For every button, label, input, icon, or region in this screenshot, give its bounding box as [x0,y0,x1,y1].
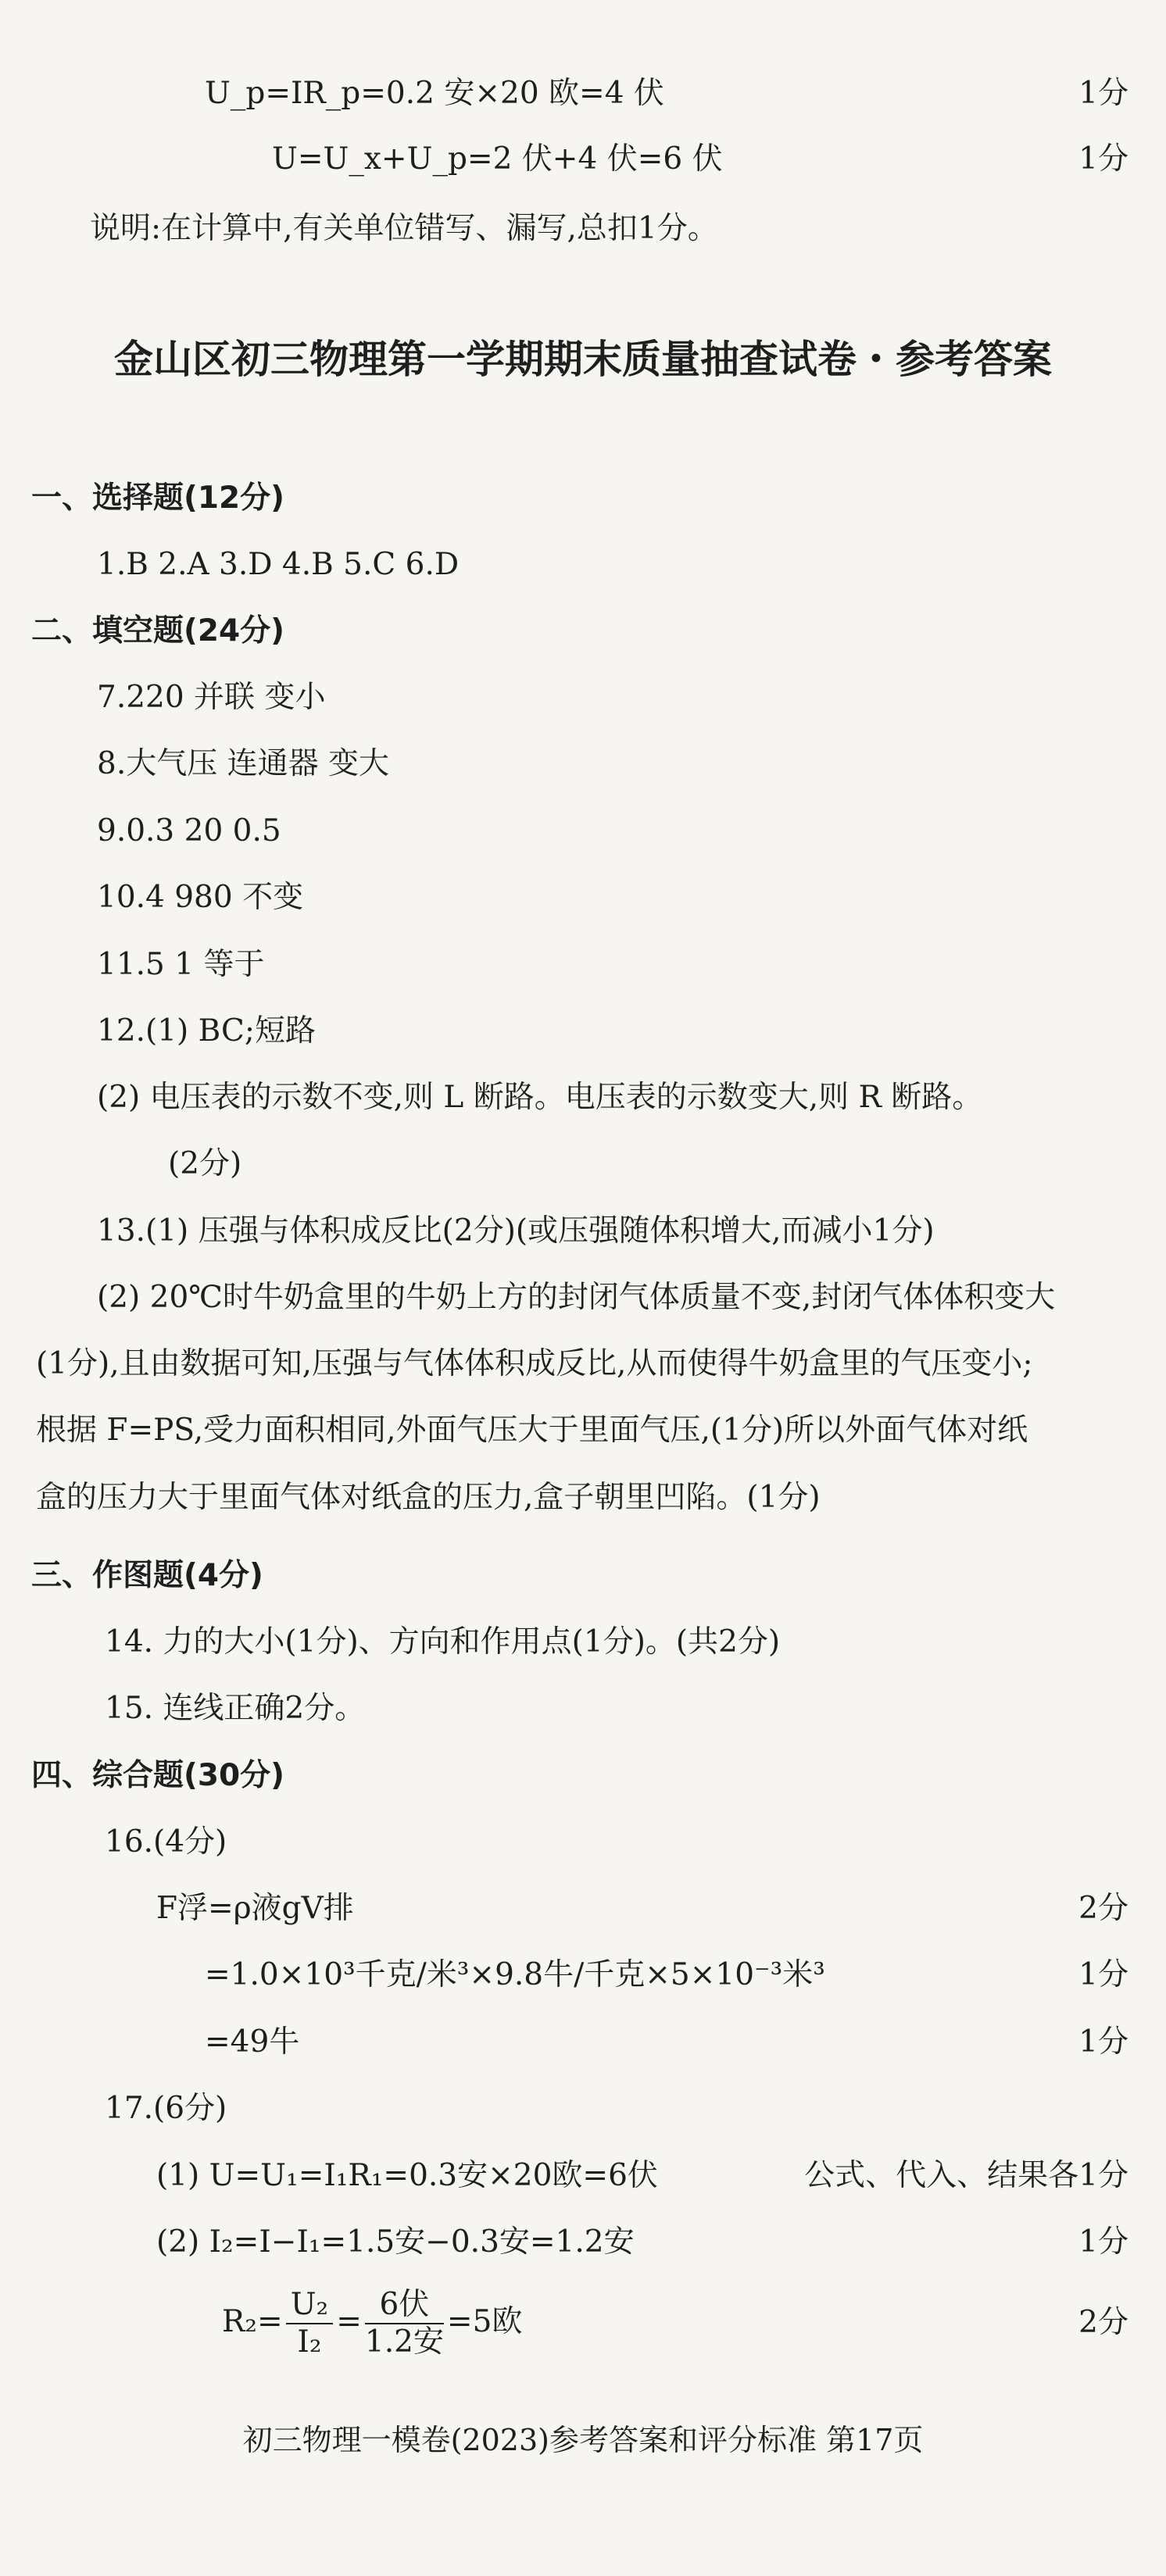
fraction-denominator: I₂ [297,2324,322,2360]
q13-2-line4: 盒的压力大于里面气体对纸盒的压力,盒子朝里凹陷。(1分) [36,1480,821,1515]
formula-u-total: U=U_x+U_p=2 伏+4 伏=6 伏 [272,141,723,177]
q17-part2-score: 1分 [1078,2224,1128,2260]
page-title: 金山区初三物理第一学期期末质量抽查试卷・参考答案 [114,337,1052,382]
r2-result: =5欧 [446,2304,523,2339]
q8: 8.大气压 连通器 变大 [97,746,390,781]
q11: 11.5 1 等于 [97,947,265,982]
q12-2: (2) 电压表的示数不变,则 L 断路。电压表的示数变大,则 R 断路。 [97,1080,983,1115]
q17-part1: (1) U=U₁=I₁R₁=0.3安×20欧=6伏 [156,2158,658,2193]
q13-1: 13.(1) 压强与体积成反比(2分)(或压强随体积增大,而减小1分) [97,1213,935,1249]
section4-heading: 四、综合题(30分) [31,1758,284,1793]
score-u-total: 1分 [1078,141,1128,177]
q15: 15. 连线正确2分。 [105,1691,366,1726]
section1-heading: 一、选择题(12分) [31,481,284,516]
q16-formula-score: 2分 [1078,1891,1128,1926]
page-footer: 初三物理一模卷(2023)参考答案和评分标准 第17页 [242,2423,924,2457]
q16-substitution-score: 1分 [1078,1957,1128,1992]
fraction-numerator: U₂ [286,2287,334,2324]
note-units: 说明:在计算中,有关单位错写、漏写,总扣1分。 [90,211,718,246]
q13-2-line3: 根据 F=PS,受力面积相同,外面气压大于里面气压,(1分)所以外面气体对纸 [36,1413,1028,1448]
section2-heading: 二、填空题(24分) [31,613,284,648]
q7: 7.220 并联 变小 [97,680,326,715]
q12-1: 12.(1) BC;短路 [97,1013,317,1049]
q13-2-line1: (2) 20℃时牛奶盒里的牛奶上方的封闭气体质量不变,封闭气体体积变大 [97,1280,1056,1315]
fraction-numerator: 6伏 [365,2287,444,2324]
q16-result-score: 1分 [1078,2024,1128,2060]
q17-r2-formula: R₂= $\frac{\text{U₂}}{\text{I₂}}$ = $\frac{\text{6伏}}{\text{1.2安}}$ =5欧 [222,2287,523,2360]
section3-heading: 三、作图题(4分) [31,1558,263,1593]
q9: 9.0.3 20 0.5 [97,813,281,849]
q17-part3-score: 2分 [1078,2305,1128,2340]
r2-lhs: R₂= [222,2304,283,2339]
q16-substitution: =1.0×10³千克/米³×9.8牛/千克×5×10⁻³米³ [205,1957,825,1992]
q16-formula: F浮=ρ液gV排 [156,1891,354,1926]
fraction-values [365,2287,444,2360]
q17: 17.(6分) [105,2091,227,2126]
fraction-denominator: 1.2安 [364,2324,444,2360]
q13-2-line2: (1分),且由数据可知,压强与气体体积成反比,从而使得牛奶盒里的气压变小; [36,1346,1033,1381]
q12-2-score: (2分) [168,1146,242,1181]
q14: 14. 力的大小(1分)、方向和作用点(1分)。(共2分) [105,1624,781,1660]
fraction-u2-i2 [286,2287,334,2360]
q10: 10.4 980 不变 [97,880,304,915]
q16: 16.(4分) [105,1824,227,1860]
score-up: 1分 [1078,76,1128,111]
q17-part2: (2) I₂=I−I₁=1.5安−0.3安=1.2安 [156,2224,635,2260]
q17-part1-note: 公式、代入、结果各1分 [804,2158,1128,2193]
q16-result: =49牛 [205,2024,300,2060]
section1-answers: 1.B 2.A 3.D 4.B 5.C 6.D [97,547,460,582]
formula-up: U_p=IR_p=0.2 安×20 欧=4 伏 [205,76,664,111]
